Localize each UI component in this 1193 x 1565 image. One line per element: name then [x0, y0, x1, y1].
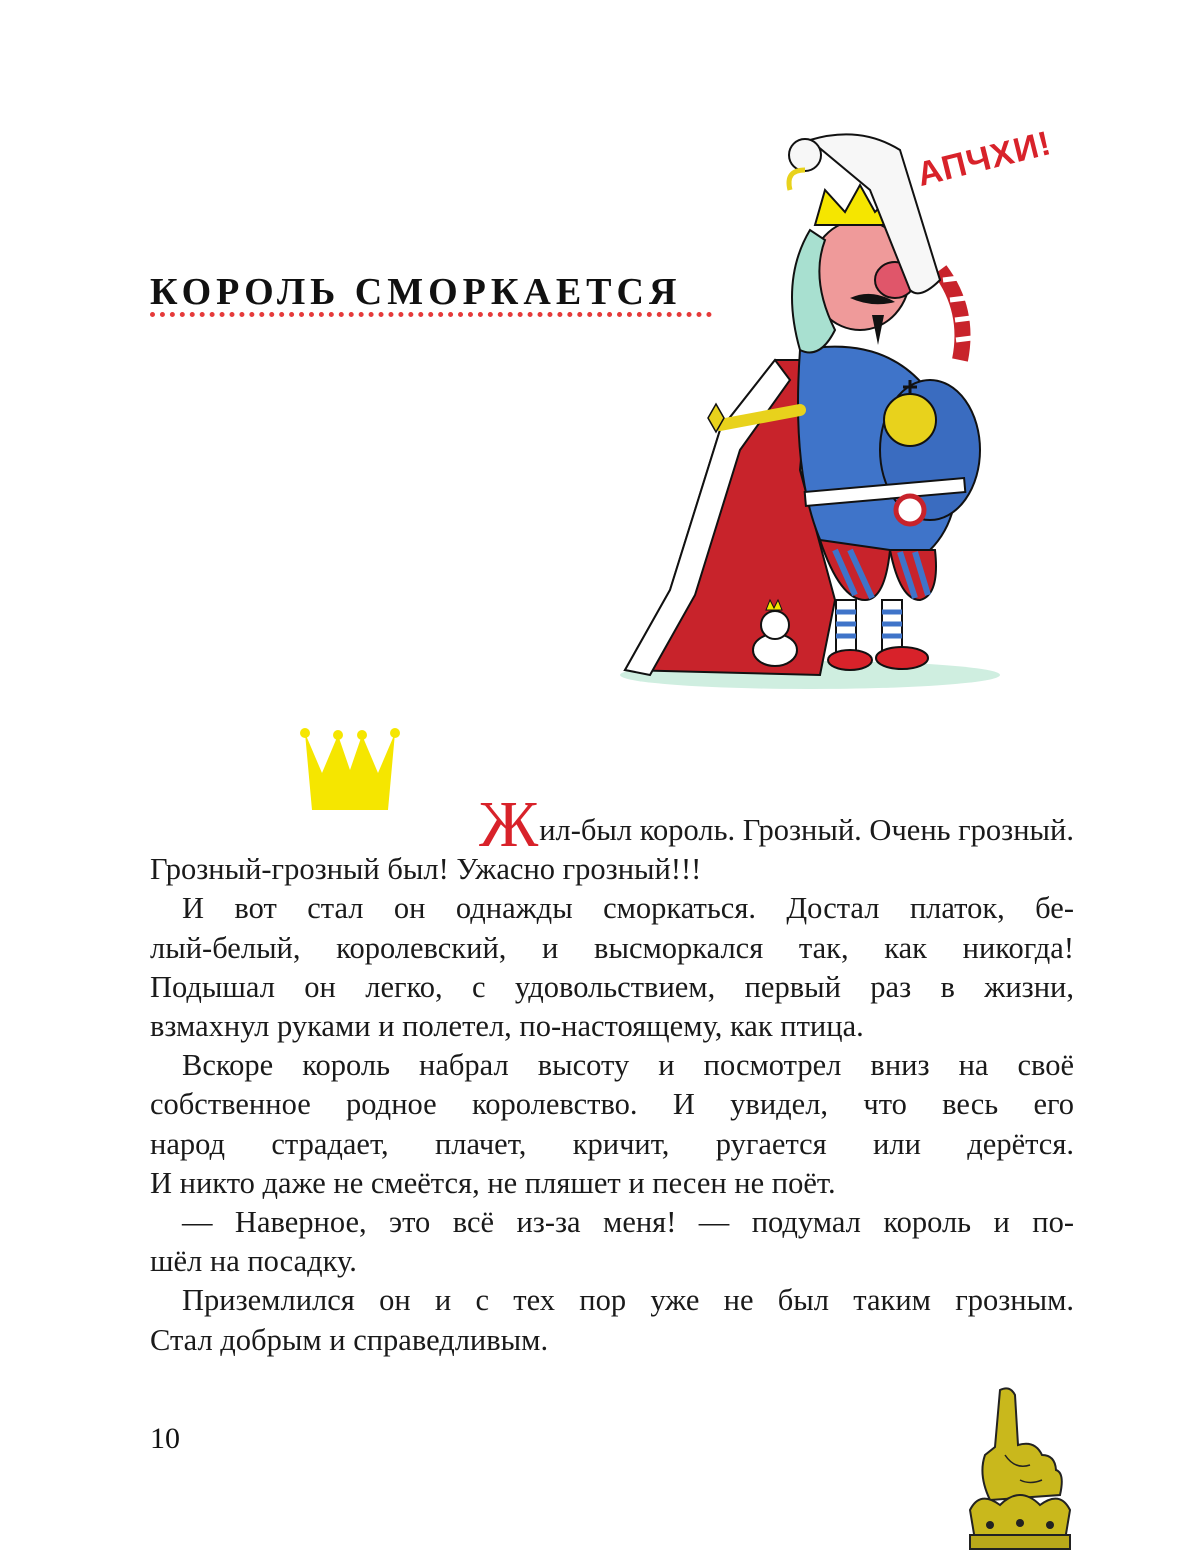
crown-icon — [300, 725, 400, 820]
story-line: шёл на посадку. — [150, 1244, 357, 1279]
story-line: — Наверное, это всё из-за меня! — подумал король и по- — [182, 1205, 1074, 1240]
story-line: Грозный-грозный был! Ужасно грозный!!! — [150, 852, 702, 887]
story-line: собственное родное королевство. И увидел, что весь его — [150, 1087, 1074, 1122]
sneeze-text: АПЧХИ! — [913, 124, 1056, 195]
story-line: Стал добрым и справедливым. — [150, 1322, 549, 1357]
king-illustration — [610, 130, 1050, 700]
story-first-line — [150, 788, 1074, 861]
page-title: КОРОЛЬ СМОРКАЕТСЯ — [150, 271, 682, 313]
story-line: ил-был король. Грозный. Очень грозный. — [539, 813, 1074, 847]
story-line: Приземлился он и с тех пор уже не был таким грозным. — [182, 1283, 1074, 1318]
story-line: Вскоре король набрал высоту и посмотрел вниз на своё — [182, 1048, 1074, 1083]
pointing-hand-crown-icon — [960, 1385, 1080, 1555]
story-line: И никто даже не смеётся, не пляшет и песен не поёт. — [150, 1165, 836, 1200]
story-line: лый-белый, королевский, и высморкался так, как никогда! — [150, 930, 1074, 965]
page-number: 10 — [150, 1422, 180, 1455]
story-text — [150, 788, 1074, 1360]
story-line: И вот стал он однажды сморкаться. Достал платок, бе- — [182, 891, 1074, 926]
story-line: народ страдает, плачет, кричит, ругается или дерётся. — [150, 1126, 1074, 1161]
story-line: Подышал он легко, с удовольствием, первый раз в жизни, — [150, 969, 1074, 1004]
drop-cap: Ж — [479, 788, 539, 861]
story-line: взмахнул руками и полетел, по-настоящему, как птица. — [150, 1009, 864, 1044]
